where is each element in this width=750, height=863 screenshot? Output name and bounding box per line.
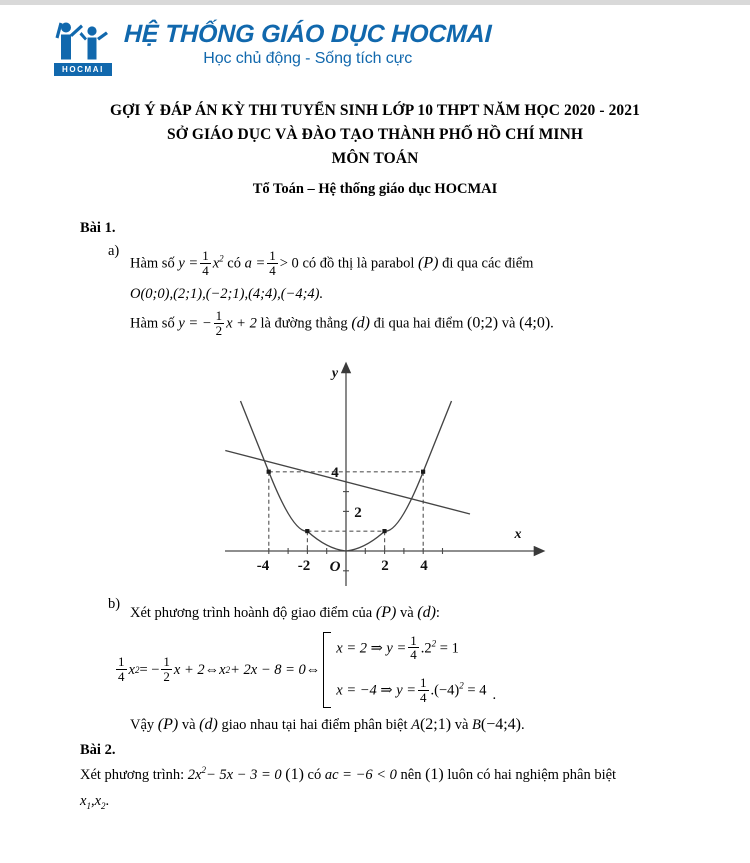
equation-number-1: (1) [285,766,304,784]
bai2-text-4: luôn có hai nghiệm phân biệt [447,767,617,784]
quadratic-x: x [219,661,226,678]
fraction-numerator: 1 [202,248,209,264]
exponent-2-case2: 2 [459,680,464,691]
text-xet-phuong-trinh: Xét phương trình hoành độ giao điểm của [130,604,373,621]
eq-lhs-x: x [128,661,135,678]
root-x2: x [94,793,101,810]
label-P: (P) [418,254,439,272]
section-heading-bai-1: Bài 1. [80,220,116,237]
y-tick-label-4: 4 [331,464,339,481]
iff-symbol-2: ⇔ [305,661,321,678]
answer-1a-points [130,285,690,303]
iff-symbol-1: ⇔ [204,661,220,678]
y-tick-label-2: 2 [354,504,362,521]
case2-value: = 4 [467,682,487,699]
case1-x: x = 2 [336,640,367,657]
fraction-numerator: 1 [118,653,125,669]
x-tick-label-2: 2 [381,557,389,574]
fraction-one-quarter [200,249,211,277]
concl-label-P: (P) [157,716,179,734]
case2-x: x = −4 [336,682,377,699]
graph-svg [215,360,555,590]
label-d: (d) [351,314,370,332]
period: . [550,315,554,332]
fraction-denominator: 4 [118,668,125,684]
case-system [323,632,486,709]
bai2-roots [80,792,690,812]
fraction-denominator: 2 [163,668,170,684]
fraction-lhs [116,655,127,683]
ac-condition: ac = −6 < 0 [324,767,397,784]
colon: : [435,604,440,621]
question-1a [108,243,690,346]
coefficient-a: a = [244,255,266,272]
fraction-case1 [408,634,419,662]
text-di-qua-2: đi qua hai điểm [373,315,464,332]
point-0-2: (0;2) [467,314,499,332]
bai2-equation: 2x [187,767,202,784]
roots-comma: , [90,793,95,810]
fraction-numerator: 1 [269,248,276,264]
case2-arrow: ⇒ [380,682,393,699]
root-x1: x [80,793,87,810]
text-duong-thang: là đường thẳng [260,315,348,332]
exam-subject: MÔN TOÁN [331,150,419,168]
fraction-case2 [418,676,429,704]
x-tick-label-4: 4 [420,557,428,574]
origin-label: O [329,558,341,575]
case-row-2 [336,677,486,705]
quadratic-rest: + 2x − 8 = 0 [230,661,306,678]
y-axis-label: y [331,365,339,381]
exam-title-line-1: GỢI Ý ĐÁP ÁN KỲ THI TUYỂN SINH LỚP 10 THPT NĂM HỌC 2020 - 2021 [110,102,640,119]
section-heading-bai-2: Bài 2. [80,742,116,759]
text-va: và [501,315,516,332]
fraction-numerator: 1 [163,653,170,669]
concl-text: giao nhau tại hai điểm phân biệt [221,717,408,734]
exam-author: Tổ Toán – Hệ thống giáo dục HOCMAI [252,181,498,198]
logo-figures-icon [52,18,116,64]
text-va-b: và [399,604,414,621]
text-di-qua: đi qua các điểm [442,255,534,272]
bai2-equation-rest: − 5x − 3 = 0 [205,767,282,784]
roots-period: . [105,793,110,810]
bai2-text-2: có [307,767,322,784]
point-B-label: B [472,717,481,734]
label-d-b: (d) [417,603,436,621]
bai2-statement [80,765,690,785]
case-row-1 [336,632,486,663]
exponent-2-quad: 2 [225,665,231,676]
concl-and: và [454,717,469,734]
fraction-numerator: 1 [420,675,427,691]
points-list: O(0;0),(2;1),(−2;1),(4;4),(−4;4). [130,286,324,303]
x-tick-label-neg2: -2 [297,557,311,574]
bai2-text-1: Xét phương trình: [80,767,185,784]
fraction-one-half [214,309,225,337]
text-co: có [227,255,241,272]
fraction-denominator: 4 [420,689,427,705]
eq-line-y: y = − [178,315,212,332]
fraction-denominator: 2 [215,323,223,339]
exponent-2: 2 [219,253,224,264]
point-A-label: A [411,717,420,734]
concl-va: và [181,717,196,734]
point-A-coords: (2;1) [419,716,452,734]
brand-text-block [124,21,491,72]
exponent-2-bai2: 2 [201,765,206,776]
text-do-thi: có đồ thị là parabol [302,255,415,272]
logo-badge-text: HOCMAI [54,63,112,76]
site-header [0,5,750,79]
fraction-denominator: 4 [410,647,417,663]
document-page [0,5,750,863]
document-titles [0,99,750,198]
exponent-2-case1: 2 [431,638,437,649]
conclusion-1b [130,715,690,735]
exponent-2-lhs: 2 [134,665,140,676]
case1-arrow: ⇒ [370,640,383,657]
item-label-b: b) [108,595,121,612]
equation-block [114,632,690,709]
item-label-a: a) [108,243,120,260]
hocmai-logo-icon [52,18,116,76]
case1-value: = 1 [439,640,459,657]
case1-y: y = [386,640,407,657]
fraction-numerator: 1 [410,632,417,648]
answer-1a-line-1 [130,250,690,278]
case1-rest: .2 [420,640,432,657]
case2-y: y = [396,682,417,699]
question-1b [108,596,690,630]
equation-number-1-ref: (1) [425,766,444,784]
inequality-gt-zero: > 0 [279,255,299,272]
root-x2-sub: 2 [101,801,106,812]
fraction-a-value [267,249,278,277]
equals-minus: = − [139,661,160,678]
system-bracket [323,632,331,709]
text-ham-so: Hàm số [130,255,175,272]
concl-label-d: (d) [199,716,218,734]
x-tick-label-neg4: -4 [256,557,270,574]
text-ham-so-2: Hàm số [130,315,175,332]
answer-1b-intro [130,603,690,623]
eq-rhs-x: x + 2 [173,661,205,678]
parabola-line-graph [80,360,690,590]
case2-rest: .(−4) [430,682,460,699]
fraction-numerator: 1 [215,308,223,324]
point-4-0: (4;0) [519,314,551,332]
document-body [0,220,750,812]
fraction-rhs [161,655,172,683]
answer-1a-line-2 [130,310,690,338]
variable-x: x [212,255,220,272]
eq-y-equals: y = [178,255,199,272]
exam-title-line-2: SỞ GIÁO DỤC VÀ ĐÀO TẠO THÀNH PHỐ HỒ CHÍ MINH [166,126,584,144]
brand-slogan: Học chủ động - Sống tích cực [203,50,413,67]
label-P-b: (P) [375,603,397,621]
straight-line-d [225,450,470,514]
eq-line-rest: x + 2 [226,315,257,332]
brand-title: HỆ THỐNG GIÁO DỤC HOCMAI [123,20,492,48]
equation-trailing-period: . [492,687,497,704]
root-x1-sub: 1 [86,801,91,812]
bai2-text-3: nên [400,767,422,784]
fraction-denominator: 4 [202,262,209,278]
point-B-coords: (−4;4) [480,716,521,734]
concl-period: . [521,717,525,734]
text-vay: Vậy [130,717,155,734]
x-axis-label: x [514,526,522,542]
fraction-denominator: 4 [269,262,276,278]
